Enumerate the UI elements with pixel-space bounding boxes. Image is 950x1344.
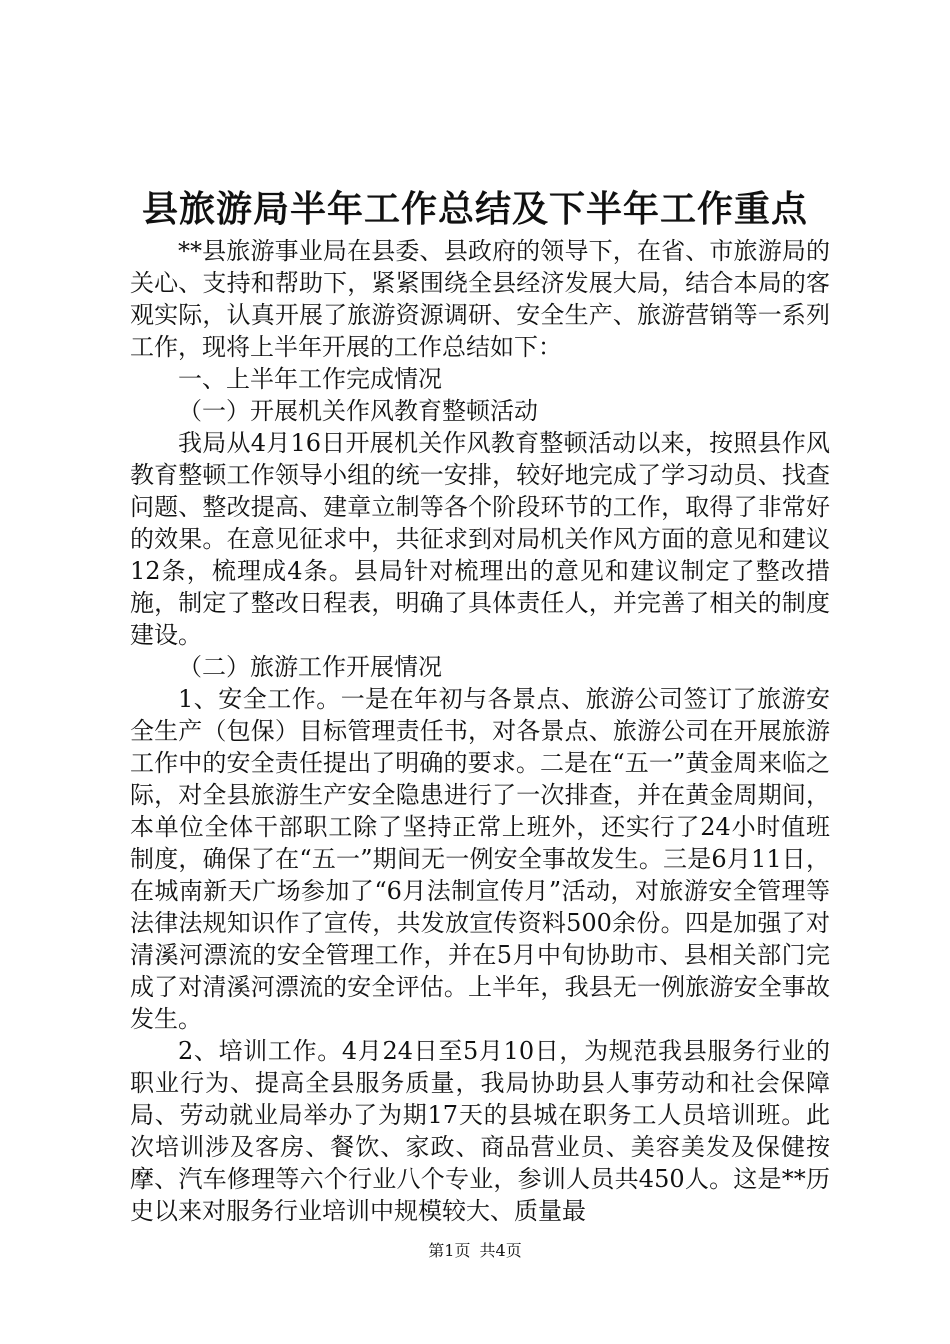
paragraph-intro: **县旅游事业局在县委、县政府的领导下，在省、市旅游局的关心、支持和帮助下，紧紧围绕全县经济发展大局，结合本局的客观实际，认真开展了旅游资源调研、安全生产、旅游营销等一系列工作，现将上半年开展的工作总结如下： <box>130 237 830 361</box>
paragraph-training: 2、培训工作。4月24日至5月10日，为规范我县服务行业的职业行为、提高全县服务质量，我局协助县人事劳动和社会保障局、劳动就业局举办了为期17天的县城在职务工人员培训班。此次培训涉及客房、餐饮、家政、商品营业员、美容美发及保健按摩、汽车修理等六个行业八个专业，参训人员共450人。这是**历史以来对服务行业培训中规模较大、质量最 <box>130 1037 830 1225</box>
subsection-heading-2: （二）旅游工作开展情况 <box>178 653 442 681</box>
paragraph-safety: 1、安全工作。一是在年初与各景点、旅游公司签订了旅游安全生产（包保）目标管理责任书，对各景点、旅游公司在开展旅游工作中的安全责任提出了明确的要求。二是在“五一”黄金周来临之际，对全县旅游生产安全隐患进行了一次排查，并在黄金周期间，本单位全体干部职工除了坚持正常上班外，还实行了24小时值班制度，确保了在“五一”期间无一例安全事故发生。三是6月11日，在城南新天广场参加了“6月法制宣传月”活动，对旅游安全管理等法律法规知识作了宣传，共发放宣传资料500余份。四是加强了对清溪河漂流的安全管理工作，并在5月中旬协助市、县相关部门完成了对清溪河漂流的安全评估。上半年，我县无一例旅游安全事故发生。 <box>130 685 830 1033</box>
subsection-heading-1: （一）开展机关作风教育整顿活动 <box>178 397 538 425</box>
page-number: 第1页 <box>428 1241 471 1260</box>
document-title: 县旅游局半年工作总结及下半年工作重点 <box>141 188 808 230</box>
document-body <box>130 235 830 1227</box>
page-total: 共4页 <box>479 1241 522 1260</box>
paragraph-work-style: 我局从4月16日开展机关作风教育整顿活动以来，按照县作风教育整顿工作领导小组的统一安排，较好地完成了学习动员、找查问题、整改提高、建章立制等各个阶段环节的工作，取得了非常好的效果。在意见征求中，共征求到对局机关作风方面的意见和建议12条，梳理成4条。县局针对梳理出的意见和建议制定了整改措施，制定了整改日程表，明确了具体责任人，并完善了相关的制度建设。 <box>130 429 830 649</box>
page-footer <box>0 1240 950 1262</box>
section-heading-1: 一、上半年工作完成情况 <box>178 365 442 393</box>
